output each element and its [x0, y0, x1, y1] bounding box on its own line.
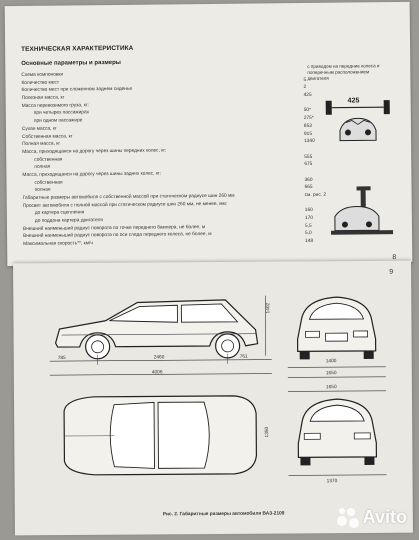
spec-row-label: Полезная масса, кг [21, 95, 65, 102]
spec-row-label: Количество мест при сложенном заднем сиденье [21, 87, 133, 94]
spec-row-label: Габаритные размеры автомобиля с собственной массой при статическом радиусе шин 260 мм [22, 193, 235, 201]
spec-row-value: 853 [303, 123, 312, 129]
dim-height: 1402 [266, 302, 272, 314]
tilt-diagram-icon [327, 184, 398, 251]
spec-row-value: 555 [304, 154, 313, 160]
page-number: 8 [392, 254, 397, 262]
document-page-bottom [13, 261, 413, 536]
avito-logo-icon [337, 506, 359, 528]
spec-row-label: полная [34, 187, 51, 194]
spec-row-label: Сухая масса, кг [21, 126, 57, 132]
spec-row-value: 665 [304, 185, 313, 191]
spec-row-label: до картера сцепления [34, 210, 85, 217]
spec-row-value: 170 [304, 215, 313, 222]
spec-row-label: при четырех пассажирах [33, 110, 90, 117]
car-side-view [45, 280, 276, 382]
car-top-view [54, 390, 265, 481]
car-front-view [281, 279, 392, 380]
spec-row-label: собственная [34, 157, 63, 163]
spec-row-value: 5 [303, 77, 307, 83]
dim-front-width: 1650 [325, 371, 337, 377]
spec-row-value: 1340 [304, 139, 315, 145]
dim-rear-overhang: 761 [239, 354, 248, 360]
spec-row-value: 50* [303, 108, 311, 114]
section-title: ТЕХНИЧЕСКАЯ ХАРАКТЕРИСТИКА [21, 44, 134, 53]
layout-header-note: с приводом на передние колеса и поперечным расположением двигателя [307, 63, 380, 82]
spec-row-label: Схема компоновки [21, 72, 64, 78]
dim-wheelbase: 2460 [153, 355, 165, 361]
spec-row-label: Просвет автомобиля с полной массой при статическом радиусе шин 260 мм, не менее, мм: [22, 201, 228, 209]
figure-caption: Рис. 2. Габаритные размеры автомобиля ВАЗ-2109 [162, 511, 285, 518]
dim-front-track: 1400 [325, 359, 337, 365]
spec-row-value: 675 [304, 162, 313, 168]
load-diagram-icon [324, 90, 393, 151]
spec-row-label: Количество мест [21, 80, 60, 86]
spec-row-label: при одном пассажире [33, 118, 83, 124]
spec-row-label: Масса, приходящаяся на дорогу через шины передних колес, кг: [22, 148, 167, 155]
spec-row-value: 160 [304, 208, 313, 214]
spec-list [21, 69, 313, 249]
dim-rear-width: 1650 [325, 385, 337, 391]
spec-row-value: см. рис. 2 [304, 192, 327, 198]
dim-length: 4006 [151, 370, 163, 376]
spec-row-label: Собственная масса, кг [21, 133, 73, 140]
document-page-top [5, 2, 413, 266]
avito-watermark-text: Avito [362, 506, 407, 527]
spec-row-value: 275* [303, 116, 314, 122]
spec-row-value: 5,5 [304, 223, 312, 229]
side-icon-value: 425 [347, 97, 360, 105]
dim-front-overhang: 785 [57, 356, 66, 362]
spec-row-label: до поддона картера двигателя [34, 218, 104, 224]
spec-row-value: 915 [303, 131, 313, 137]
spec-row-label: Внешний наименьший радиус поворота по точке переднего бампера, не более, м [22, 224, 206, 232]
spec-row-value: 148 [305, 239, 314, 245]
spec-row-label: собственная [34, 180, 63, 186]
spec-row-label: Масса, приходящаяся на дорогу через шины задних колес, кг: [22, 171, 162, 178]
figure-page-number: 9 [389, 268, 394, 276]
spec-row-value: 5,0 [305, 231, 312, 237]
dim-top-height: 1350 [265, 426, 271, 438]
car-rear-view [282, 387, 393, 488]
spec-row-label: полная [34, 164, 51, 171]
spec-row-label: Масса перевозимого груза, кг: [21, 103, 89, 109]
avito-watermark [337, 506, 407, 528]
spec-row-label: Полная масса, кг [22, 141, 61, 148]
spec-row-value: 2 [303, 85, 307, 91]
dim-rear-track: 1370 [326, 479, 338, 485]
spec-row-label: Внешний наименьший радиус поворота по оси следа переднего колеса, не более, м [23, 232, 212, 240]
spec-row-value: 425 [303, 92, 312, 99]
spec-row-label: Максимальная скорость**, км/ч [23, 241, 93, 248]
spec-row-value: 360 [304, 177, 313, 183]
section-subtitle: Основные параметры и размеры [21, 59, 121, 67]
